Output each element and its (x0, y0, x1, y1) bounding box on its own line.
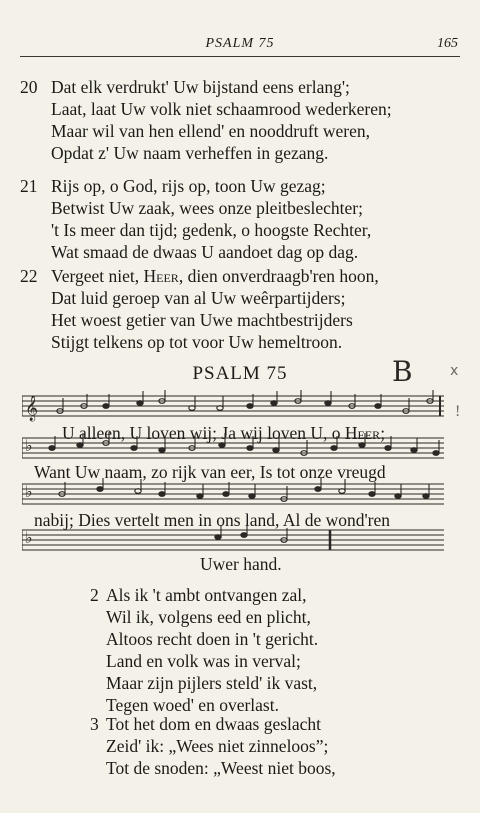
running-head-title: PSALM 75 (205, 36, 275, 51)
svg-text:♭: ♭ (25, 528, 33, 547)
stanza-line: 't Is meer dan tijd; gedenk, o hoogste Rechter, (51, 220, 372, 240)
stanza-number: 20 (20, 77, 38, 97)
stanza-line: Dat luid geroep van al Uw weêrpartijders; (51, 288, 346, 308)
svg-text:♭: ♭ (25, 482, 33, 501)
stanza-number: 21 (20, 176, 38, 196)
svg-text:𝄞: 𝄞 (25, 396, 39, 421)
lyric-line-2: Want Uw naam, zo rijk van eer, Is tot onze vreugd (34, 462, 386, 482)
stanza-line (51, 265, 379, 287)
stanza-line: Rijs op, o God, rijs op, toon Uw gezag; (51, 176, 326, 196)
verse-number: 2 (90, 585, 99, 605)
divine-name: Heer (344, 423, 381, 443)
line-text: Vergeet niet, (51, 266, 144, 286)
handwritten-tick-mark: ! (455, 403, 461, 420)
lyric-text: ; (380, 423, 386, 443)
verse-line: Tot het dom en dwaas geslacht (106, 714, 322, 734)
stanza-line: Stijgt telkens op tot voor Uw hemeltroon. (51, 332, 343, 352)
verse-line: Zeid' ik: „Wees niet zinneloos”; (106, 736, 329, 756)
svg-text:♭: ♭ (25, 436, 33, 455)
stanza-number: 22 (20, 266, 38, 286)
music-staff-1 (22, 390, 444, 422)
verse-line: Wil ik, volgens eed en plicht, (106, 607, 311, 627)
handwritten-x-mark: x (450, 363, 459, 379)
page-number: 165 (437, 36, 458, 51)
verse-line: Land en volk was in verval; (106, 651, 301, 671)
lyric-text: U alleen, U loven wij; Ja wij loven U, o (62, 423, 345, 443)
stanza-line: Laat, laat Uw volk niet schaamrood wederkeren; (51, 99, 392, 119)
stanza-line: Opdat z' Uw naam verheffen in gezang. (51, 143, 329, 163)
verse-line: Tegen woed' en overlast. (106, 695, 279, 715)
running-head (20, 34, 460, 57)
verse-line: Als ik 't ambt ontvangen zal, (106, 585, 307, 605)
verse-number: 3 (90, 714, 99, 734)
stanza-line: Maar wil van hen ellend' en nooddruft weren, (51, 121, 371, 141)
music-staff-4 (22, 524, 444, 556)
divine-name: Heer (143, 266, 179, 286)
music-staff-2 (22, 432, 444, 464)
stanza-line: Het woest getier van Uwe machtbestrijders (51, 310, 353, 330)
verse-line: Maar zijn pijlers steld' ik vast, (106, 673, 318, 693)
lyric-line-3: nabij; Dies vertelt men in ons land, Al de wond'ren (34, 510, 390, 530)
handwritten-b-mark: B (392, 355, 413, 388)
lyric-line-4: Uwer hand. (200, 554, 282, 574)
psalm-heading: PSALM 75 (192, 363, 288, 384)
stanza-line: Wat smaad de dwaas U aandoet dag op dag. (51, 242, 359, 262)
stanza-line: Dat elk verdrukt' Uw bijstand eens erlang'; (51, 77, 350, 97)
verse-line: Tot de snoden: „Weest niet boos, (106, 758, 336, 778)
music-staff-3 (22, 478, 444, 510)
line-text: , dien onverdraagb'ren hoon, (178, 266, 379, 286)
verse-line: Altoos recht doen in 't gericht. (106, 629, 319, 649)
stanza-line: Betwist Uw zaak, wees onze pleitbeslechter; (51, 198, 363, 218)
